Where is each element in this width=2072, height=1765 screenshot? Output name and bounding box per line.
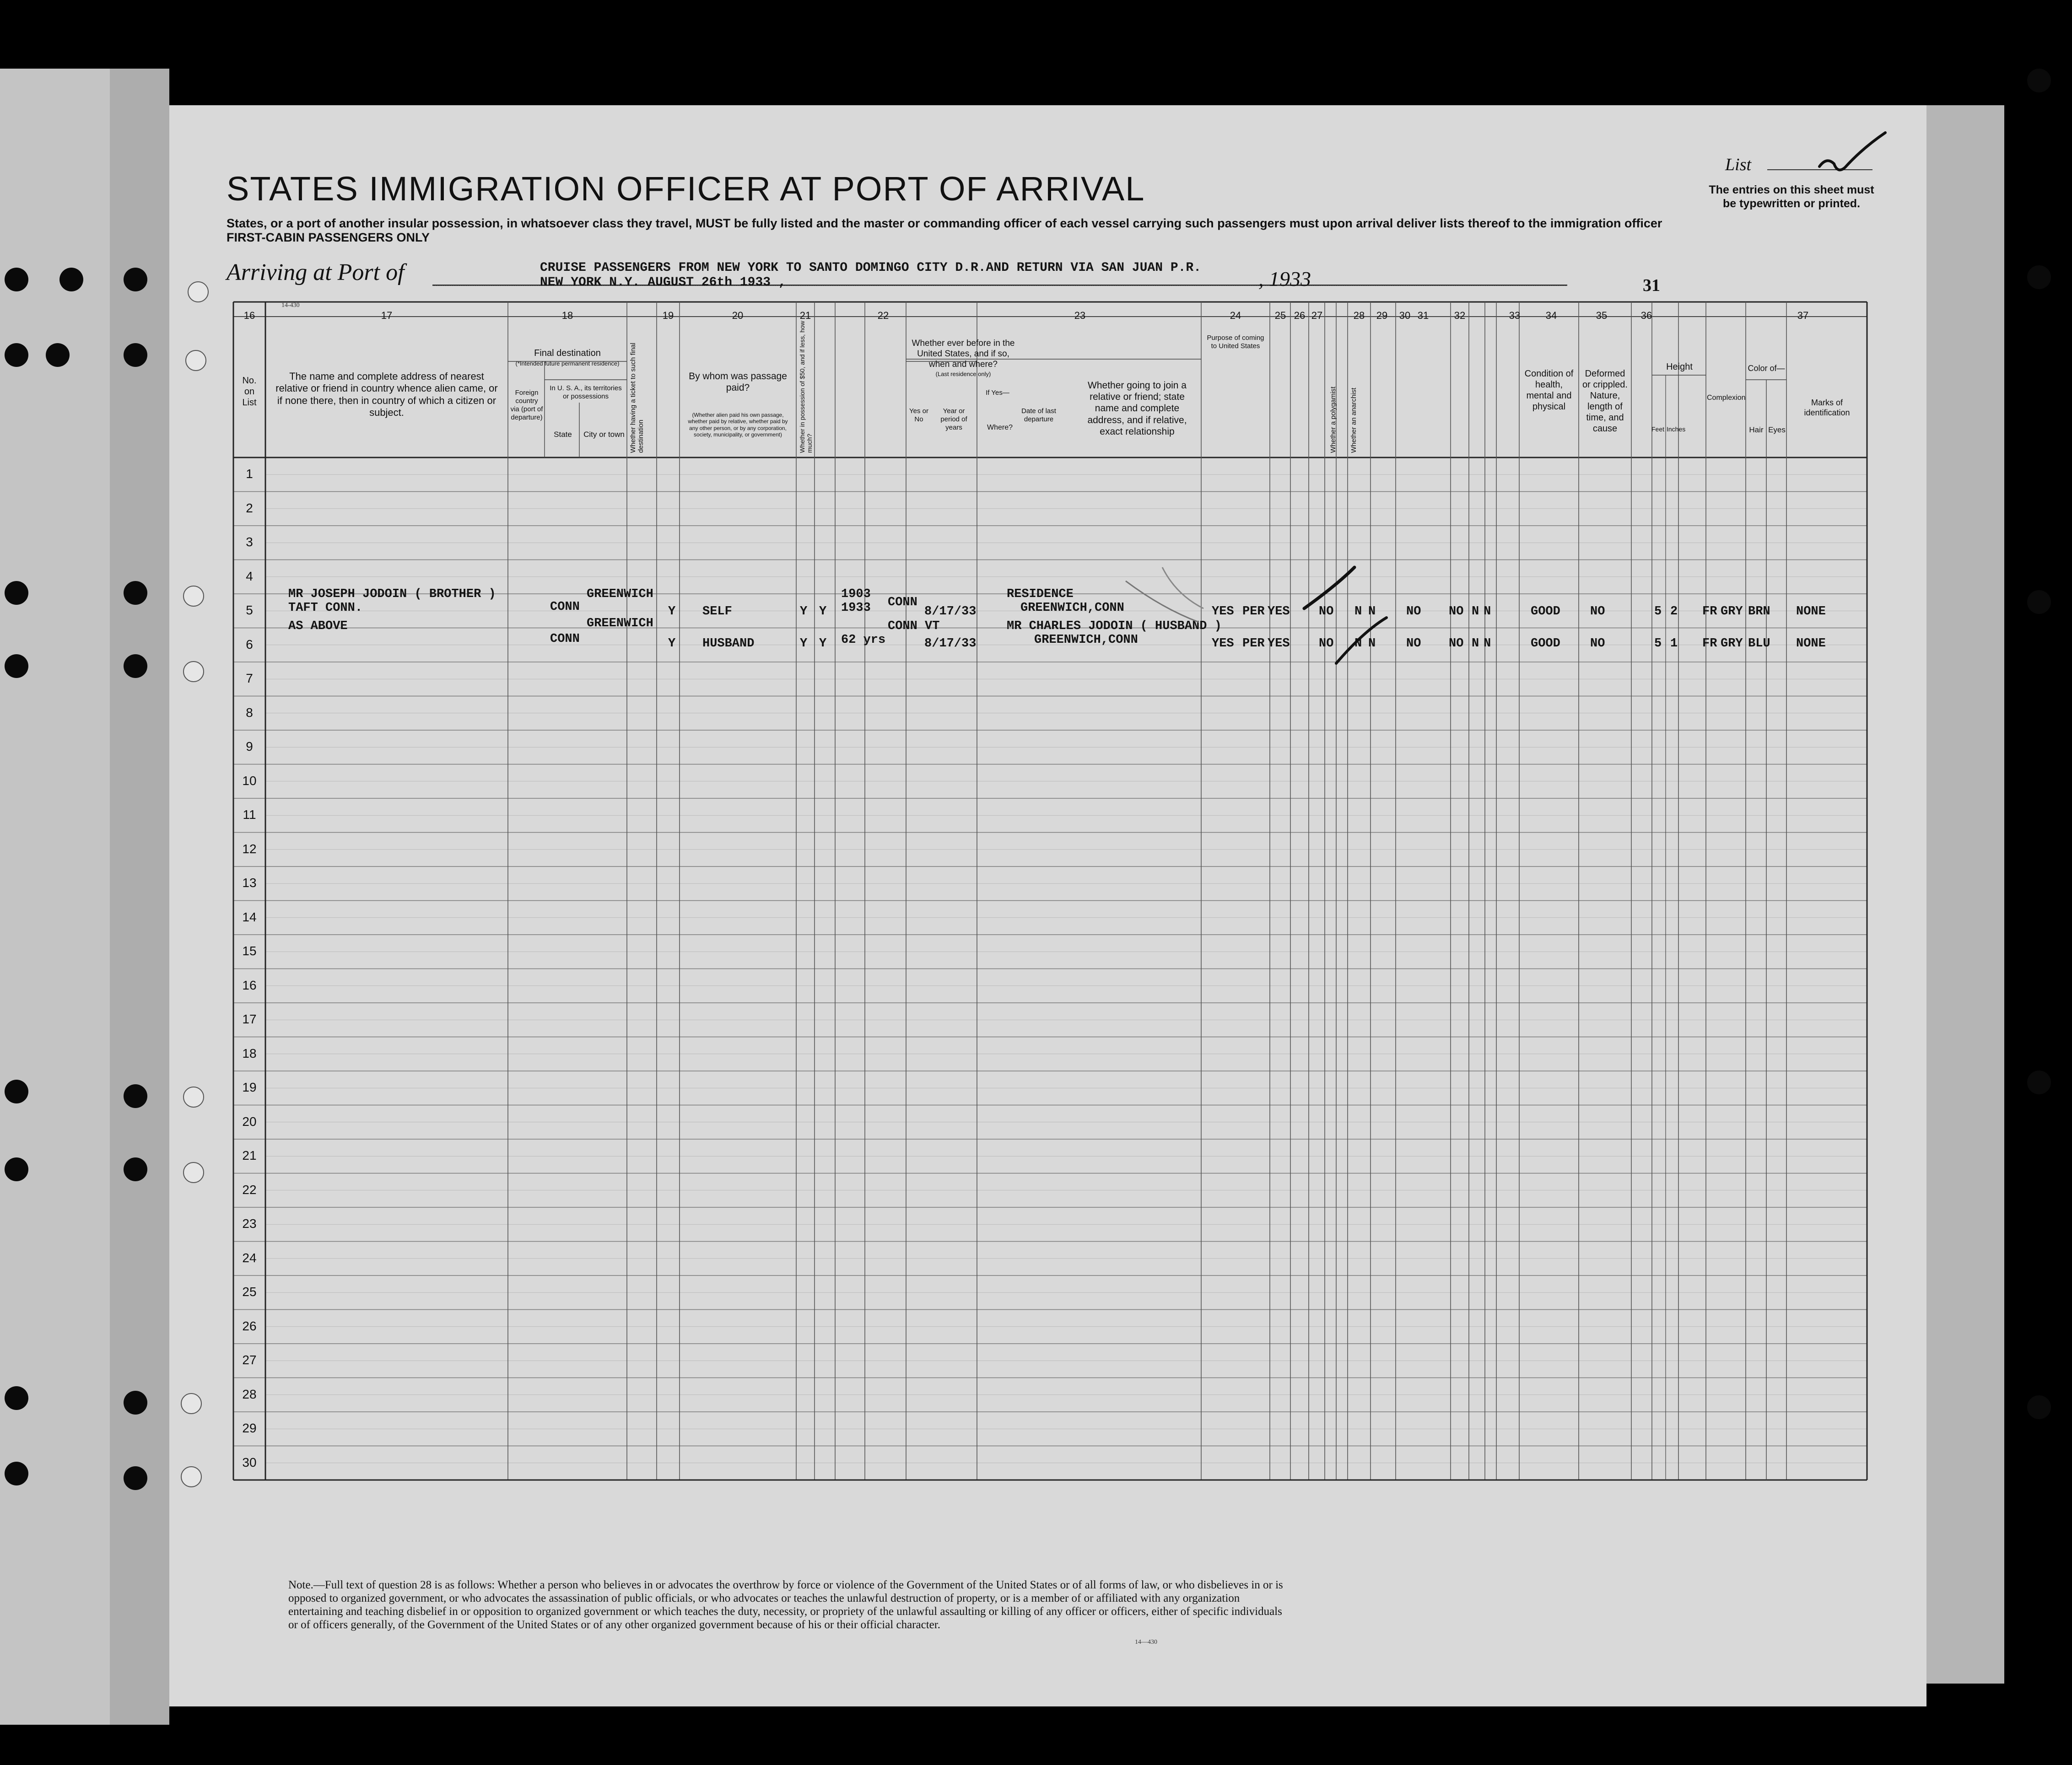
header-final-destination-note: (*Intended future permanent residence) [515, 360, 620, 367]
form-title: STATES IMMIGRATION OFFICER AT PORT OF ARRIVAL [227, 170, 1145, 208]
header-deformed: Deformed or crippled. Nature, length of time, and cause [1582, 369, 1628, 434]
header-relative: The name and complete address of nearest relative or friend in country whence alien came, or if none there, then in country of which a citizen or subject. [275, 371, 498, 419]
cell-departure: 8/17/33 [924, 605, 977, 619]
header-final-destination: Final destination [534, 348, 601, 358]
typewritten-note-line: The entries on this sheet must [1709, 183, 1874, 196]
header-foreign-country: Foreign country via (port of departure) [510, 389, 543, 421]
line-number: 10 [242, 773, 257, 788]
cell-col-30: N [1472, 605, 1479, 619]
header-where: Where? [987, 424, 1013, 431]
line-number: 30 [242, 1455, 257, 1469]
cell-eyes: BLU [1748, 637, 1770, 651]
right-page-edge [1922, 105, 2004, 1684]
cell-marks: NONE [1796, 605, 1826, 619]
header-ticket: Whether having a ticket to such final destination [629, 343, 645, 453]
cell-money: Y [800, 637, 808, 651]
line-number: 21 [242, 1148, 257, 1162]
cell-col-31: N [1484, 637, 1491, 651]
cell-eyes: BRN [1748, 605, 1770, 619]
column-number: 37 [1797, 310, 1809, 321]
cell-stay: PER [1242, 605, 1265, 619]
line-number: 5 [246, 603, 253, 617]
cell-anarchist: N [1368, 605, 1376, 619]
cell-inches: 2 [1670, 605, 1678, 619]
route-line-1: CRUISE PASSENGERS FROM NEW YORK TO SANTO DOMINGO CITY D.R.AND RETURN VIA SAN JUAN P.R. [540, 261, 1202, 275]
page-number: 31 [1643, 276, 1660, 295]
line-number: 7 [246, 671, 253, 685]
cell-paid-by: SELF [702, 605, 732, 619]
cell-col-28: NO [1406, 637, 1421, 651]
binding-hole [2027, 1071, 2051, 1094]
line-number: 26 [242, 1318, 257, 1333]
arriving-label: Arriving at Port of [227, 259, 405, 285]
header-complexion: Complexion [1707, 394, 1746, 402]
column-number: 29 [1376, 310, 1388, 321]
binding-hole [2027, 1395, 2051, 1419]
header-in-usa: In U. S. A., its territories or possessions [550, 384, 622, 400]
binding-hole [2027, 265, 2051, 289]
form-subtitle: States, or a port of another insular possession, in whatsoever class they travel, MUST be fully listed and the master or commanding officer of each vessel carrying such passengers must upon arrival deliver lists thereof to the immigration officer [227, 216, 1662, 230]
cell-feet: 5 [1654, 637, 1662, 651]
header-marks: Marks of identification [1804, 398, 1850, 417]
line-number: 17 [242, 1012, 257, 1026]
header-eyes: Eyes [1768, 425, 1786, 434]
cell-stay: PER [1242, 637, 1265, 651]
column-number: 27 [1311, 310, 1323, 321]
column-number: 32 [1454, 310, 1466, 321]
header-purpose: Purpose of coming to United States [1207, 334, 1264, 350]
cell-join-address: GREENWICH,CONN [1034, 633, 1138, 647]
cell-col-31: N [1484, 605, 1491, 619]
cell-deformed: NO [1590, 637, 1605, 651]
cell-citizen: YES [1268, 605, 1290, 619]
cell-inches: 1 [1670, 637, 1678, 651]
binding-hole [59, 268, 83, 291]
binding-hole [5, 1157, 28, 1181]
arrival-year: , 1933 [1258, 267, 1311, 291]
column-number: 24 [1230, 310, 1241, 321]
binding-hole [46, 343, 70, 367]
line-number: 4 [246, 569, 253, 583]
binding-hole [5, 654, 28, 678]
column-number: 28 [1353, 310, 1365, 321]
cell-complexion: FR [1702, 605, 1717, 619]
column-number: 35 [1596, 310, 1608, 321]
cell-purpose: YES [1212, 605, 1234, 619]
line-number: 2 [246, 500, 253, 515]
cell-col-25: NO [1319, 637, 1334, 651]
header-health: Condition of health, mental and physical [1524, 369, 1574, 412]
cell-col-29: NO [1449, 637, 1464, 651]
line-number: 14 [242, 909, 257, 924]
cell-feet: 5 [1654, 605, 1662, 619]
header-if-yes: If Yes— [986, 389, 1009, 397]
binding-hole [124, 268, 147, 291]
column-number: 25 [1274, 310, 1286, 321]
binding-hole [124, 1084, 147, 1108]
line-number: 19 [242, 1080, 257, 1094]
column-number: 36 [1640, 310, 1652, 321]
line-number: 13 [242, 876, 257, 890]
header-hair: Hair [1749, 425, 1764, 434]
column-number: 30 [1399, 310, 1411, 321]
binding-hole [5, 1080, 28, 1103]
cell-hair: GRY [1721, 637, 1743, 651]
typewritten-note-line: be typewritten or printed. [1722, 197, 1861, 210]
cell-health: GOOD [1531, 605, 1560, 619]
column-number: 26 [1294, 310, 1306, 321]
binding-hole [5, 581, 28, 605]
cell-years-2: 1933 [841, 601, 871, 615]
cell-ticket: Y [668, 637, 676, 651]
cell-ticket: Y [668, 605, 676, 619]
header-inches: Inches [1667, 425, 1686, 433]
line-number: 18 [242, 1046, 257, 1060]
cell-years: 62 yrs [841, 633, 886, 647]
cell-anarchist: N [1368, 637, 1376, 651]
cell-state: CONN [550, 600, 580, 614]
cell-state: CONN [550, 632, 580, 646]
binding-hole [124, 654, 147, 678]
route-line-2: NEW YORK N.Y. AUGUST 26th 1933 , [540, 275, 786, 290]
line-number: 8 [246, 705, 253, 720]
line-number: 9 [246, 739, 253, 753]
header-join-relative: Whether going to join a relative or friend; state name and complete address, and if relative, exact relationship [1087, 380, 1187, 437]
cell-citizen: YES [1268, 637, 1290, 651]
cell-paid-by: HUSBAND [702, 637, 755, 651]
header-date-departure: Date of last departure [1021, 407, 1056, 423]
cell-join-relative: RESIDENCE [1007, 587, 1074, 601]
cell-col-29: NO [1449, 605, 1464, 619]
cell-city: GREENWICH [587, 617, 653, 630]
binding-hole [5, 1386, 28, 1410]
line-number: 12 [242, 841, 257, 856]
cell-polygamist: N [1354, 637, 1362, 651]
binding-hole [2027, 69, 2051, 92]
binding-hole [5, 343, 28, 367]
cell-relative-address: TAFT CONN. [288, 601, 363, 615]
cell-where: CONN [888, 596, 917, 609]
cell-relative-name: MR JOSEPH JODOIN ( BROTHER ) [288, 587, 496, 601]
line-number: 16 [242, 978, 257, 992]
cell-polygamist: N [1354, 605, 1362, 619]
footer-form-code: 14—430 [1135, 1639, 1157, 1646]
cell-departure: 8/17/33 [924, 637, 977, 651]
column-number: 22 [877, 310, 889, 321]
line-number: 25 [242, 1285, 257, 1299]
line-number: 23 [242, 1216, 257, 1231]
form-code: 14-430 [281, 302, 300, 309]
header-anarchist: Whether an anarchist [1350, 387, 1358, 453]
cell-years: 1903 [841, 587, 871, 601]
binding-hole [124, 581, 147, 605]
binding-hole [124, 343, 147, 367]
line-number: 20 [242, 1114, 257, 1129]
header-city: City or town [583, 430, 625, 439]
manifest-sheet [169, 105, 1926, 1706]
header-before-in-us: Whether ever before in the United States, and if so, when and where? [912, 339, 1015, 369]
cell-deformed: NO [1590, 605, 1605, 619]
line-number: 3 [246, 535, 253, 549]
column-number: 34 [1545, 310, 1557, 321]
cell-money: Y [800, 605, 808, 619]
pen-strokes-icon [1107, 554, 1400, 673]
binding-hole [5, 268, 28, 291]
line-number: 6 [246, 637, 253, 651]
column-number: 16 [243, 310, 255, 321]
cell-col-30: N [1472, 637, 1479, 651]
line-number: 22 [242, 1182, 257, 1197]
cell-col-28: NO [1406, 605, 1421, 619]
header-passage-paid: By whom was passage paid? [689, 371, 787, 393]
binding-hole [124, 1157, 147, 1181]
line-number: 1 [246, 467, 253, 481]
header-feet: Feet [1651, 425, 1664, 433]
header-state: State [554, 430, 572, 439]
cell-where: CONN VT [888, 619, 940, 633]
header-polygamist: Whether a polygamist [1329, 386, 1337, 453]
cell-join-address: GREENWICH,CONN [1020, 601, 1124, 615]
cell-before: Y [819, 605, 827, 619]
list-label: List [1725, 155, 1752, 174]
header-last-residence: (Last residence only) [935, 371, 991, 377]
first-cabin-label: FIRST-CABIN PASSENGERS ONLY [227, 231, 430, 244]
cell-col-25: NO [1319, 605, 1334, 619]
column-number: 21 [799, 310, 811, 321]
line-number: 27 [242, 1353, 257, 1367]
column-number: 23 [1074, 310, 1086, 321]
header-passage-note: (Whether alien paid his own passage, whether paid by relative, whether paid by any other person, or by any corporation, society, municipality, or government) [688, 412, 788, 438]
header-color: Color of— [1748, 364, 1785, 373]
table-grid [169, 105, 1926, 1706]
column-number: 31 [1417, 310, 1429, 321]
header-money: Whether in possession of $50, and if less, how much? [799, 321, 814, 453]
column-number: 17 [381, 310, 393, 321]
binding-hole [2027, 590, 2051, 614]
binding-hole [124, 1391, 147, 1415]
line-number: 28 [242, 1387, 257, 1401]
column-number: 20 [732, 310, 744, 321]
cell-join-relative: MR CHARLES JODOIN ( HUSBAND ) [1007, 619, 1222, 633]
cell-relative-name: AS ABOVE [288, 619, 348, 633]
header-height: Height [1666, 362, 1693, 372]
binding-hole [5, 1462, 28, 1485]
binding-hole [124, 1466, 147, 1490]
cell-city: GREENWICH [587, 587, 653, 601]
line-number: 29 [242, 1421, 257, 1435]
cell-health: GOOD [1531, 637, 1560, 651]
footer-note: Note.—Full text of question 28 is as follows: Whether a person who believes in or advocates the overthrow by force or violence of the Government of the United States or of all forms of law, or who disbelieves in or is opposed to organized government, or who advocates the assassination of public officials, or who advocates or teaches the unlawful destruction of property, or is a member of or affiliated with any organization entertaining and teaching disbelief in or opposition to organized government or which teaches the duty, necessity, or propriety of the unlawful assaulting or killing of any officer or officers, either of specific individuals or of officers generally, of the Government of the United States or of any other organized government because of his or their official character. [288, 1579, 1283, 1631]
cell-complexion: FR [1702, 637, 1717, 651]
line-number: 15 [242, 944, 257, 958]
cell-marks: NONE [1796, 637, 1826, 651]
cell-hair: GRY [1721, 605, 1743, 619]
column-number: 19 [662, 310, 674, 321]
header-no-on-list: No. on List [242, 376, 257, 408]
column-number: 33 [1509, 310, 1521, 321]
header-years: Year or period of years [940, 407, 967, 431]
cell-purpose: YES [1212, 637, 1234, 651]
cell-before: Y [819, 637, 827, 651]
column-number: 18 [561, 310, 573, 321]
line-number: 24 [242, 1250, 257, 1265]
header-yes-no: Yes or No [909, 407, 928, 423]
line-number: 11 [243, 807, 256, 822]
